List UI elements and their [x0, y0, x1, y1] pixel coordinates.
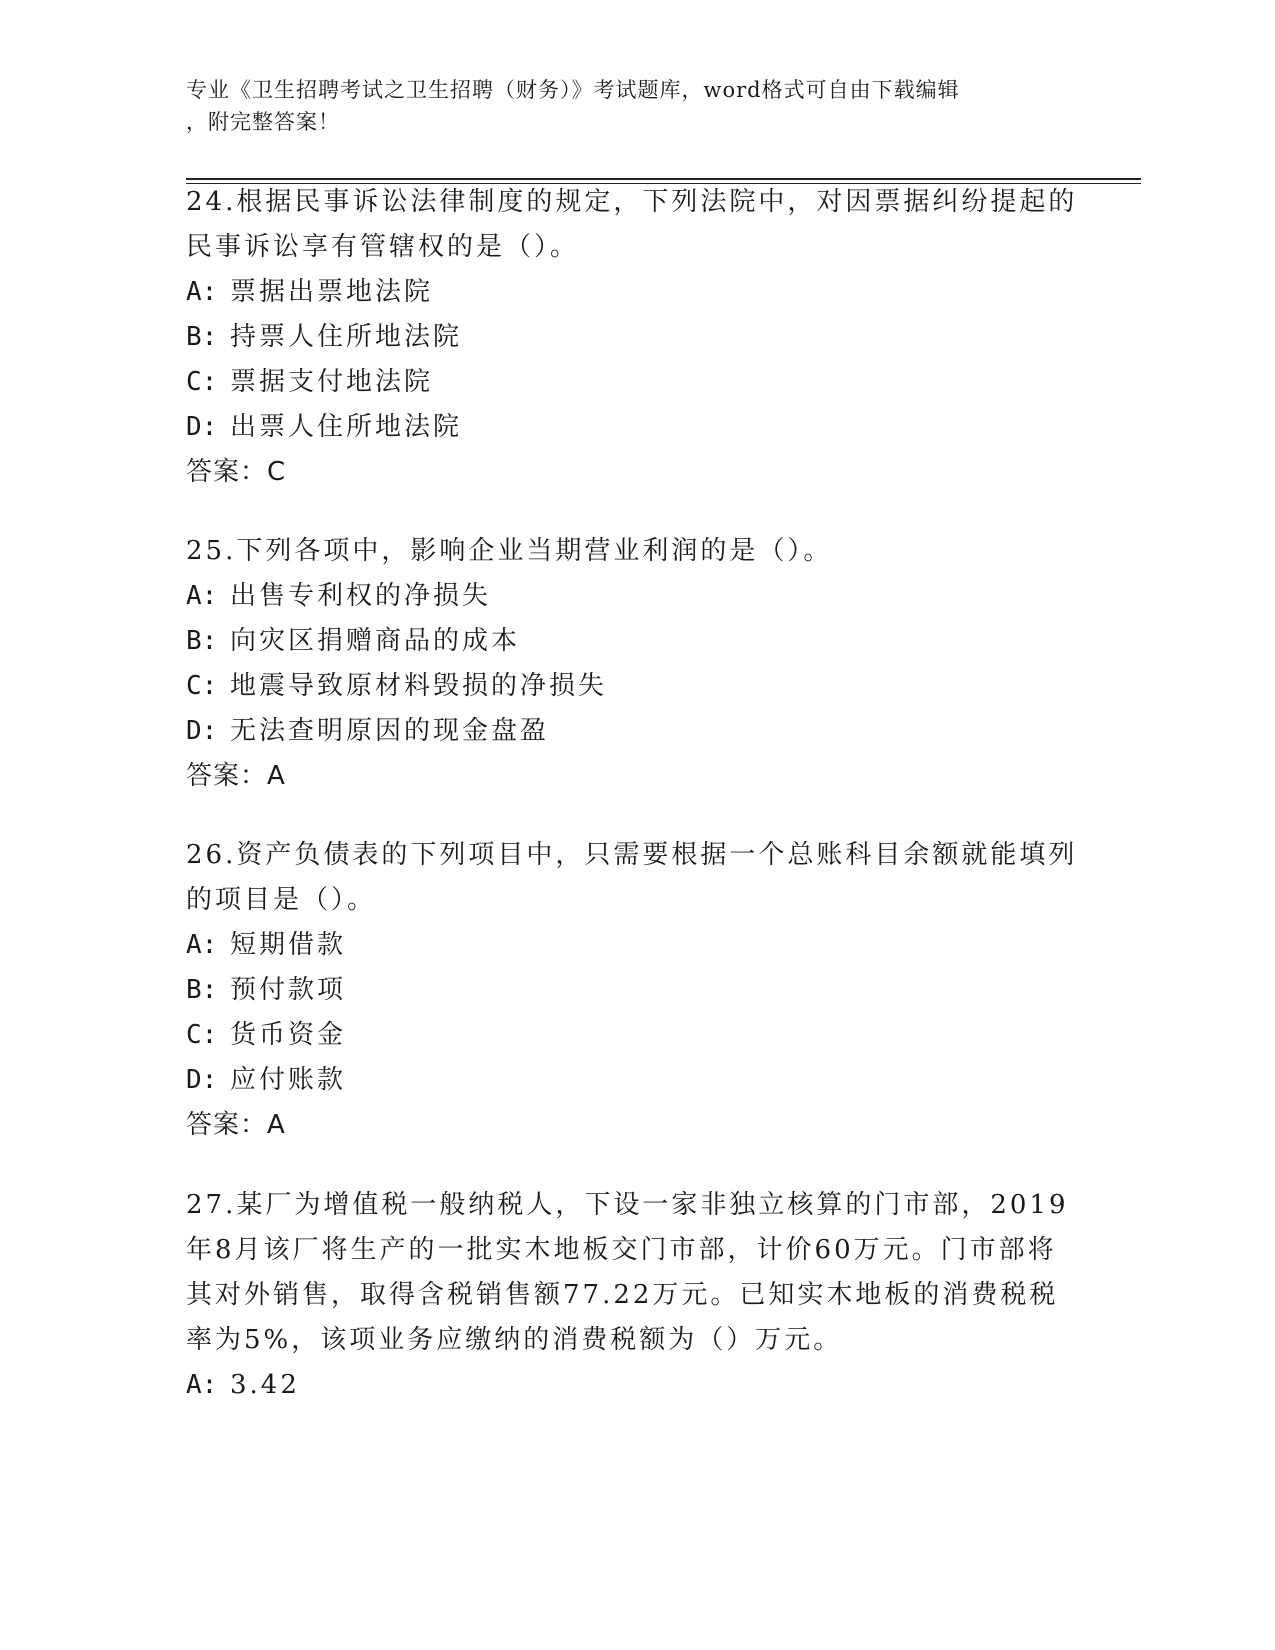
option-key: B:	[186, 626, 218, 656]
option-text: 向灾区捐赠商品的成本	[230, 626, 521, 656]
option-a	[186, 923, 1076, 968]
option-text: 无法查明原因的现金盘盈	[230, 716, 550, 746]
option-d	[186, 709, 1076, 754]
option-text: 出售专利权的净损失	[230, 581, 492, 611]
option-key: D:	[186, 1065, 218, 1095]
option-text: 票据出票地法院	[230, 277, 434, 307]
stem-line: 24.根据民事诉讼法律制度的规定，下列法院中，对因票据纠纷提起的	[186, 187, 1078, 217]
option-key: A:	[186, 1370, 218, 1400]
header-line-2: ，附完整答案！	[186, 110, 340, 134]
option-a	[186, 574, 1076, 619]
option-key: B:	[186, 975, 218, 1005]
option-key: A:	[186, 277, 218, 307]
question-stem	[186, 1183, 1076, 1363]
question-stem	[186, 529, 1076, 574]
question-27	[186, 1183, 1076, 1408]
option-text: 3.42	[230, 1370, 300, 1400]
option-key: D:	[186, 412, 218, 442]
option-b	[186, 619, 1076, 664]
stem-line: 其对外销售，取得含税销售额77.22万元。已知实木地板的消费税税	[186, 1280, 1059, 1310]
option-d	[186, 405, 1076, 450]
stem-line: 民事诉讼享有管辖权的是（）。	[186, 232, 580, 262]
option-b	[186, 315, 1076, 360]
stem-line: 的项目是（）。	[186, 885, 377, 915]
option-text: 地震导致原材料毁损的净损失	[230, 671, 608, 701]
stem-line: 率为5%，该项业务应缴纳的消费税额为（）万元。	[186, 1325, 843, 1355]
option-a	[186, 1363, 1076, 1408]
question-26	[186, 833, 1076, 1148]
option-text: 票据支付地法院	[230, 367, 434, 397]
option-text: 持票人住所地法院	[230, 322, 463, 352]
question-24	[186, 180, 1076, 495]
option-key: C:	[186, 367, 218, 397]
header-line-1: 专业《卫生招聘考试之卫生招聘（财务）》考试题库，word格式可自由下载编辑	[186, 78, 960, 102]
option-a	[186, 270, 1076, 315]
option-text: 应付账款	[230, 1065, 347, 1095]
option-text: 预付款项	[230, 975, 347, 1005]
option-b	[186, 968, 1076, 1013]
stem-line: 27.某厂为增值税一般纳税人，下设一家非独立核算的门市部，2019	[186, 1190, 1069, 1220]
option-key: A:	[186, 930, 218, 960]
option-text: 短期借款	[230, 930, 347, 960]
stem-line: 25.下列各项中，影响企业当期营业利润的是（）。	[186, 536, 833, 566]
question-stem	[186, 833, 1076, 923]
option-c	[186, 360, 1076, 405]
option-c	[186, 1013, 1076, 1058]
option-text: 货币资金	[230, 1020, 347, 1050]
stem-line: 年8月该厂将生产的一批实木地板交门市部，计价60万元。门市部将	[186, 1235, 1057, 1265]
document-header	[186, 74, 1066, 138]
option-key: B:	[186, 322, 218, 352]
option-key: A:	[186, 581, 218, 611]
option-d	[186, 1058, 1076, 1103]
answer-line: 答案：A	[186, 1110, 286, 1140]
question-stem	[186, 180, 1076, 270]
answer-line: 答案：A	[186, 761, 286, 791]
question-25	[186, 529, 1076, 799]
option-c	[186, 664, 1076, 709]
option-text: 出票人住所地法院	[230, 412, 463, 442]
answer-line: 答案：C	[186, 457, 287, 487]
option-key: C:	[186, 671, 218, 701]
stem-line: 26.资产负债表的下列项目中，只需要根据一个总账科目余额就能填列	[186, 840, 1078, 870]
option-key: C:	[186, 1020, 218, 1050]
option-key: D:	[186, 716, 218, 746]
